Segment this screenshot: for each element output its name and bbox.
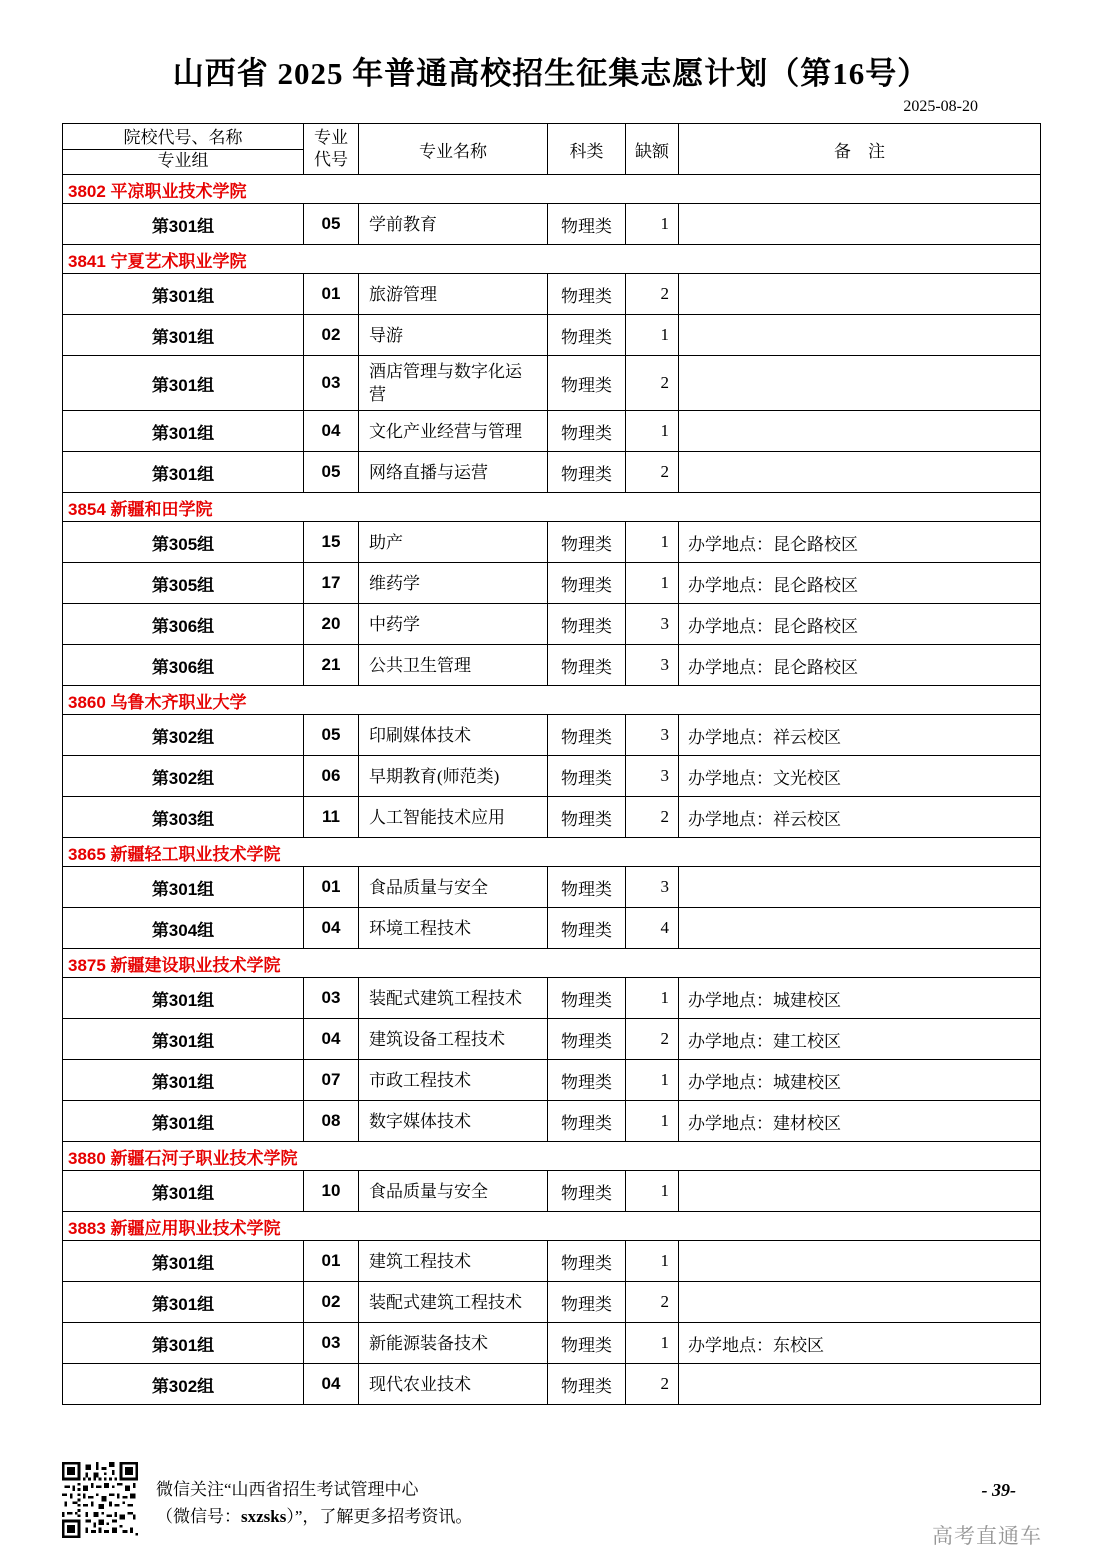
major-row xyxy=(63,867,1041,908)
group-cell: 第301组 xyxy=(63,1323,304,1364)
major-name-cell: 早期教育(师范类) xyxy=(359,756,548,797)
vacancy-cell: 4 xyxy=(626,908,679,949)
major-name-cell: 现代农业技术 xyxy=(359,1364,548,1405)
major-code-cell: 10 xyxy=(304,1171,359,1212)
category-cell: 物理类 xyxy=(548,1019,626,1060)
major-row xyxy=(63,204,1041,245)
vacancy-cell: 2 xyxy=(626,356,679,411)
major-name-cell: 人工智能技术应用 xyxy=(359,797,548,838)
page-title: 山西省 2025 年普通高校招生征集志愿计划（第16号） xyxy=(172,56,930,91)
school-row xyxy=(63,493,1041,522)
major-name-cell: 食品质量与安全 xyxy=(359,1171,548,1212)
school-name: 3841 宁夏艺术职业学院 xyxy=(63,245,1041,274)
major-name-cell: 公共卫生管理 xyxy=(359,645,548,686)
major-row xyxy=(63,1101,1041,1142)
header-school-line2: 专业组 xyxy=(157,150,209,170)
major-name-cell: 食品质量与安全 xyxy=(359,867,548,908)
major-name-cell: 文化产业经营与管理 xyxy=(359,411,548,452)
note-cell: 办学地点：昆仑路校区 xyxy=(679,522,1041,563)
header-code-line1: 专业 xyxy=(314,128,348,147)
major-row xyxy=(63,908,1041,949)
vacancy-cell: 1 xyxy=(626,1323,679,1364)
vacancy-cell: 1 xyxy=(626,204,679,245)
major-name-cell: 建筑设备工程技术 xyxy=(359,1019,548,1060)
major-code-cell: 08 xyxy=(304,1101,359,1142)
school-name: 3854 新疆和田学院 xyxy=(63,493,1041,522)
major-row xyxy=(63,1060,1041,1101)
major-name-cell: 导游 xyxy=(359,315,548,356)
major-code-cell: 11 xyxy=(304,797,359,838)
category-cell: 物理类 xyxy=(548,756,626,797)
school-name: 3880 新疆石河子职业技术学院 xyxy=(63,1142,1041,1171)
vacancy-cell: 1 xyxy=(626,563,679,604)
school-row xyxy=(63,1212,1041,1241)
school-name: 3883 新疆应用职业技术学院 xyxy=(63,1212,1041,1241)
category-cell: 物理类 xyxy=(548,315,626,356)
category-cell: 物理类 xyxy=(548,522,626,563)
major-code-cell: 04 xyxy=(304,1364,359,1405)
note-cell: 办学地点：昆仑路校区 xyxy=(679,604,1041,645)
category-cell: 物理类 xyxy=(548,274,626,315)
school-name: 3875 新疆建设职业技术学院 xyxy=(63,949,1041,978)
major-name-cell: 环境工程技术 xyxy=(359,908,548,949)
note-cell: 办学地点：东校区 xyxy=(679,1323,1041,1364)
major-code-cell: 04 xyxy=(304,1019,359,1060)
category-cell: 物理类 xyxy=(548,604,626,645)
vacancy-cell: 2 xyxy=(626,797,679,838)
group-cell: 第301组 xyxy=(63,274,304,315)
school-name: 3860 乌鲁木齐职业大学 xyxy=(63,686,1041,715)
school-row xyxy=(63,1142,1041,1171)
major-name-cell: 装配式建筑工程技术 xyxy=(359,978,548,1019)
major-code-cell: 02 xyxy=(304,1282,359,1323)
vacancy-cell: 1 xyxy=(626,522,679,563)
watermark-text: 高考直通车 xyxy=(932,1525,1042,1548)
vacancy-cell: 3 xyxy=(626,867,679,908)
note-cell xyxy=(679,411,1041,452)
school-name: 3802 平凉职业技术学院 xyxy=(63,175,1041,204)
major-row xyxy=(63,274,1041,315)
note-cell: 办学地点：城建校区 xyxy=(679,1060,1041,1101)
header-vacancy: 缺额 xyxy=(626,124,679,175)
note-cell xyxy=(679,867,1041,908)
note-cell: 办学地点：文光校区 xyxy=(679,756,1041,797)
category-cell: 物理类 xyxy=(548,797,626,838)
category-cell: 物理类 xyxy=(548,1282,626,1323)
major-row xyxy=(63,756,1041,797)
wechat-notice-line2 xyxy=(156,1503,472,1530)
major-code-cell: 05 xyxy=(304,452,359,493)
vacancy-cell: 2 xyxy=(626,1019,679,1060)
group-cell: 第301组 xyxy=(63,204,304,245)
major-code-cell: 06 xyxy=(304,756,359,797)
note-cell xyxy=(679,315,1041,356)
category-cell: 物理类 xyxy=(548,204,626,245)
note-cell xyxy=(679,1282,1041,1323)
vacancy-cell: 3 xyxy=(626,715,679,756)
major-code-cell: 15 xyxy=(304,522,359,563)
major-row xyxy=(63,1241,1041,1282)
major-row xyxy=(63,645,1041,686)
category-cell: 物理类 xyxy=(548,908,626,949)
major-row xyxy=(63,315,1041,356)
major-code-cell: 01 xyxy=(304,867,359,908)
category-cell: 物理类 xyxy=(548,1060,626,1101)
group-cell: 第306组 xyxy=(63,604,304,645)
category-cell: 物理类 xyxy=(548,452,626,493)
note-cell xyxy=(679,356,1041,411)
footer xyxy=(62,1462,472,1538)
vacancy-cell: 2 xyxy=(626,1282,679,1323)
group-cell: 第301组 xyxy=(63,411,304,452)
major-code-cell: 07 xyxy=(304,1060,359,1101)
header-major-name: 专业名称 xyxy=(359,124,548,175)
group-cell: 第301组 xyxy=(63,1171,304,1212)
major-name-cell: 装配式建筑工程技术 xyxy=(359,1282,548,1323)
major-code-cell: 03 xyxy=(304,1323,359,1364)
major-name-cell: 新能源装备技术 xyxy=(359,1323,548,1364)
group-cell: 第301组 xyxy=(63,1101,304,1142)
major-name-cell: 旅游管理 xyxy=(359,274,548,315)
major-row xyxy=(63,522,1041,563)
group-cell: 第301组 xyxy=(63,1060,304,1101)
table-header xyxy=(63,124,1041,175)
wechat-id: sxzsks xyxy=(241,1507,287,1526)
category-cell: 物理类 xyxy=(548,715,626,756)
vacancy-cell: 2 xyxy=(626,274,679,315)
major-code-cell: 04 xyxy=(304,411,359,452)
header-major-code xyxy=(304,124,359,175)
major-code-cell: 05 xyxy=(304,204,359,245)
header-row xyxy=(63,124,1041,175)
vacancy-cell: 1 xyxy=(626,315,679,356)
wechat-notice-line1: 微信关注“山西省招生考试管理中心 xyxy=(156,1480,419,1499)
group-cell: 第301组 xyxy=(63,867,304,908)
major-code-cell: 03 xyxy=(304,356,359,411)
major-row xyxy=(63,356,1041,411)
note-cell: 办学地点：昆仑路校区 xyxy=(679,645,1041,686)
category-cell: 物理类 xyxy=(548,1171,626,1212)
major-code-cell: 04 xyxy=(304,908,359,949)
major-row xyxy=(63,604,1041,645)
category-cell: 物理类 xyxy=(548,1101,626,1142)
group-cell: 第305组 xyxy=(63,563,304,604)
major-name-cell: 建筑工程技术 xyxy=(359,1241,548,1282)
major-name-cell: 数字媒体技术 xyxy=(359,1101,548,1142)
major-name-cell: 酒店管理与数字化运营 xyxy=(359,356,548,411)
group-cell: 第301组 xyxy=(63,452,304,493)
major-name-cell: 印刷媒体技术 xyxy=(359,715,548,756)
note-cell xyxy=(679,1241,1041,1282)
major-code-cell: 02 xyxy=(304,315,359,356)
note-cell xyxy=(679,452,1041,493)
wechat-line2-suffix: ）”，了解更多招考资讯。 xyxy=(286,1507,473,1526)
note-cell: 办学地点：建工校区 xyxy=(679,1019,1041,1060)
vacancy-cell: 1 xyxy=(626,411,679,452)
group-cell: 第301组 xyxy=(63,1241,304,1282)
group-cell: 第301组 xyxy=(63,978,304,1019)
vacancy-cell: 2 xyxy=(626,1364,679,1405)
major-code-cell: 01 xyxy=(304,1241,359,1282)
school-name: 3865 新疆轻工职业技术学院 xyxy=(63,838,1041,867)
wechat-line2-prefix: （微信号： xyxy=(156,1507,241,1526)
note-cell: 办学地点：祥云校区 xyxy=(679,797,1041,838)
major-code-cell: 05 xyxy=(304,715,359,756)
group-cell: 第302组 xyxy=(63,1364,304,1405)
category-cell: 物理类 xyxy=(548,356,626,411)
major-code-cell: 21 xyxy=(304,645,359,686)
major-code-cell: 17 xyxy=(304,563,359,604)
group-cell: 第302组 xyxy=(63,756,304,797)
major-row xyxy=(63,452,1041,493)
school-row xyxy=(63,175,1041,204)
group-cell: 第301组 xyxy=(63,1019,304,1060)
vacancy-cell: 3 xyxy=(626,756,679,797)
school-row xyxy=(63,686,1041,715)
note-cell xyxy=(679,204,1041,245)
group-cell: 第302组 xyxy=(63,715,304,756)
group-cell: 第306组 xyxy=(63,645,304,686)
page-number: - 39- xyxy=(981,1480,1016,1500)
note-cell xyxy=(679,908,1041,949)
publish-date: 2025-08-20 xyxy=(903,98,978,115)
vacancy-cell: 2 xyxy=(626,452,679,493)
major-name-cell: 学前教育 xyxy=(359,204,548,245)
note-cell: 办学地点：祥云校区 xyxy=(679,715,1041,756)
category-cell: 物理类 xyxy=(548,978,626,1019)
note-cell xyxy=(679,1171,1041,1212)
vacancy-cell: 3 xyxy=(626,645,679,686)
major-code-cell: 01 xyxy=(304,274,359,315)
wechat-notice xyxy=(156,1462,472,1530)
category-cell: 物理类 xyxy=(548,1323,626,1364)
major-row xyxy=(63,1282,1041,1323)
category-cell: 物理类 xyxy=(548,1241,626,1282)
school-row xyxy=(63,949,1041,978)
group-cell: 第301组 xyxy=(63,356,304,411)
major-row xyxy=(63,797,1041,838)
major-code-cell: 20 xyxy=(304,604,359,645)
note-cell: 办学地点：建材校区 xyxy=(679,1101,1041,1142)
major-name-cell: 助产 xyxy=(359,522,548,563)
header-note: 备 注 xyxy=(679,124,1041,175)
category-cell: 物理类 xyxy=(548,563,626,604)
vacancy-cell: 1 xyxy=(626,1101,679,1142)
vacancy-cell: 1 xyxy=(626,1171,679,1212)
major-name-cell: 中药学 xyxy=(359,604,548,645)
major-row xyxy=(63,1364,1041,1405)
category-cell: 物理类 xyxy=(548,1364,626,1405)
header-code-line2: 代号 xyxy=(314,150,348,169)
category-cell: 物理类 xyxy=(548,867,626,908)
note-cell xyxy=(679,274,1041,315)
group-cell: 第304组 xyxy=(63,908,304,949)
major-name-cell: 网络直播与运营 xyxy=(359,452,548,493)
group-cell: 第301组 xyxy=(63,1282,304,1323)
school-row xyxy=(63,245,1041,274)
major-row xyxy=(63,411,1041,452)
major-row xyxy=(63,1019,1041,1060)
vacancy-cell: 3 xyxy=(626,604,679,645)
qr-code xyxy=(62,1462,138,1538)
major-name-cell: 市政工程技术 xyxy=(359,1060,548,1101)
note-cell: 办学地点：城建校区 xyxy=(679,978,1041,1019)
major-row xyxy=(63,1171,1041,1212)
vacancy-cell: 1 xyxy=(626,1060,679,1101)
vacancy-cell: 1 xyxy=(626,1241,679,1282)
header-school-line1: 院校代号、名称 xyxy=(63,127,303,150)
major-row xyxy=(63,978,1041,1019)
major-code-cell: 03 xyxy=(304,978,359,1019)
category-cell: 物理类 xyxy=(548,645,626,686)
group-cell: 第303组 xyxy=(63,797,304,838)
volunteer-plan-table xyxy=(62,123,1041,1405)
major-row xyxy=(63,563,1041,604)
group-cell: 第305组 xyxy=(63,522,304,563)
category-cell: 物理类 xyxy=(548,411,626,452)
major-name-cell: 维药学 xyxy=(359,563,548,604)
major-row xyxy=(63,715,1041,756)
note-cell xyxy=(679,1364,1041,1405)
table-body xyxy=(63,175,1041,1405)
header-school-group xyxy=(63,124,304,175)
header-category: 科类 xyxy=(548,124,626,175)
school-row xyxy=(63,838,1041,867)
vacancy-cell: 1 xyxy=(626,978,679,1019)
major-row xyxy=(63,1323,1041,1364)
note-cell: 办学地点：昆仑路校区 xyxy=(679,563,1041,604)
group-cell: 第301组 xyxy=(63,315,304,356)
